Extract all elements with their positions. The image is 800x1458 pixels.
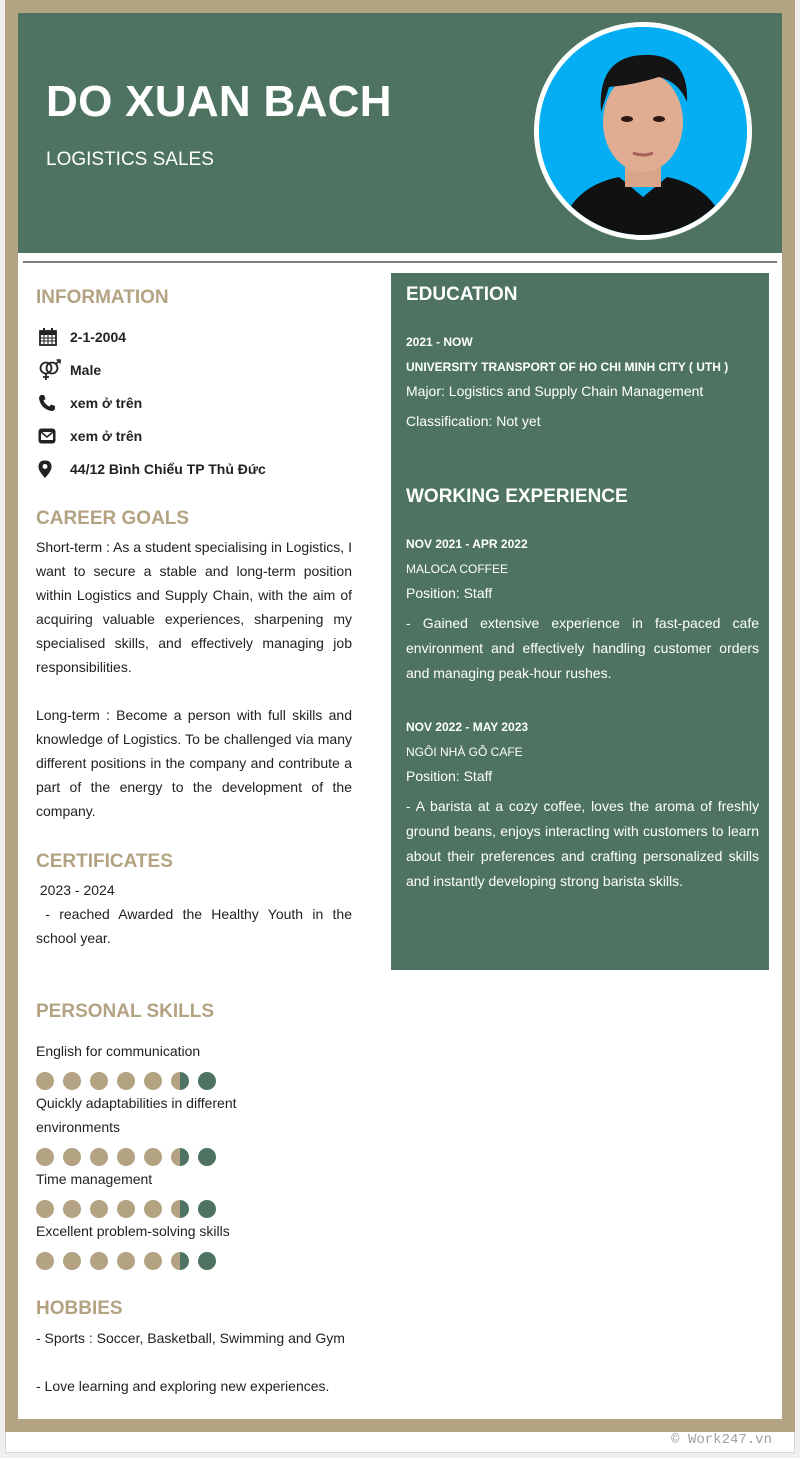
job-position: Position: Staff <box>406 768 493 784</box>
rating-dot-filled <box>144 1252 162 1270</box>
location-icon <box>36 460 70 478</box>
cv-header <box>18 13 782 253</box>
skill-label: Time management <box>36 1171 153 1187</box>
info-phone <box>36 392 142 414</box>
candidate-role: LOGISTICS SALES <box>46 149 214 170</box>
rating-dot-filled <box>63 1200 81 1218</box>
rating-dot-half <box>171 1072 189 1090</box>
job-company: NGÔI NHÀ GỖ CAFE <box>406 745 523 759</box>
skill-rating <box>36 1148 216 1166</box>
education-classification: Classification: Not yet <box>406 413 541 429</box>
rating-dot-empty <box>198 1252 216 1270</box>
rating-dot-filled <box>36 1072 54 1090</box>
email-value: xem ở trên <box>70 428 143 444</box>
certificate-description: - reached Awarded the Healthy Youth in the school year. <box>36 906 356 946</box>
job-position: Position: Staff <box>406 585 493 601</box>
job-period: NOV 2022 - MAY 2023 <box>406 720 529 734</box>
info-birthdate <box>36 326 126 348</box>
career-goals-title: CAREER GOALS <box>36 508 190 529</box>
rating-dot-empty <box>198 1148 216 1166</box>
rating-dot-filled <box>36 1148 54 1166</box>
skill-label: Quickly adaptabilities in different environments <box>36 1095 237 1135</box>
birthdate-value: 2-1-2004 <box>70 329 127 345</box>
candidate-name: DO XUAN BACH <box>46 77 392 126</box>
rating-dot-filled <box>63 1072 81 1090</box>
rating-dot-filled <box>144 1148 162 1166</box>
gender-value: Male <box>70 362 102 378</box>
certificates-title: CERTIFICATES <box>36 851 173 872</box>
rating-dot-filled <box>63 1252 81 1270</box>
career-goal-short-term: Short-term : As a student specialising in Logistics, I want to secure a stable and long-term position within Logistics and Supply Chain, with the aim of acquiring valuable experiences, sharpening my specialised skills, and effectively managing job responsibilities. <box>36 539 352 675</box>
skill-label: English for communication <box>36 1043 201 1059</box>
education-school: UNIVERSITY TRANSPORT OF HO CHI MINH CITY ( UTH ) <box>406 360 729 374</box>
header-divider <box>23 261 777 263</box>
rating-dot-empty <box>198 1200 216 1218</box>
address-value: 44/12 Bình Chiểu TP Thủ Đức <box>70 461 266 477</box>
experience-title: WORKING EXPERIENCE <box>406 486 628 507</box>
rating-dot-filled <box>36 1252 54 1270</box>
rating-dot-filled <box>90 1148 108 1166</box>
rating-dot-half <box>171 1148 189 1166</box>
education-period: 2021 - NOW <box>406 335 473 349</box>
certificate-year: 2023 - 2024 <box>36 882 115 898</box>
job-period: NOV 2021 - APR 2022 <box>406 537 528 551</box>
skill-label: Excellent problem-solving skills <box>36 1223 230 1239</box>
skill-rating <box>36 1200 216 1218</box>
rating-dot-half <box>171 1200 189 1218</box>
watermark: © Work247.vn <box>671 1432 772 1448</box>
phone-icon <box>36 394 70 412</box>
person-photo-icon <box>539 27 747 235</box>
rating-dot-filled <box>63 1148 81 1166</box>
rating-dot-empty <box>198 1072 216 1090</box>
skill-rating <box>36 1072 216 1090</box>
rating-dot-filled <box>90 1072 108 1090</box>
rating-dot-half <box>171 1252 189 1270</box>
rating-dot-filled <box>90 1200 108 1218</box>
rating-dot-filled <box>117 1252 135 1270</box>
job-company: MALOCA COFFEE <box>406 562 509 576</box>
cv-document <box>18 13 782 1419</box>
personal-skills-title: PERSONAL SKILLS <box>36 1001 215 1022</box>
rating-dot-filled <box>117 1200 135 1218</box>
profile-photo <box>539 27 747 235</box>
info-gender <box>36 359 101 381</box>
rating-dot-filled <box>36 1200 54 1218</box>
info-address <box>36 458 266 480</box>
rating-dot-filled <box>117 1072 135 1090</box>
rating-dot-filled <box>144 1072 162 1090</box>
hobby-item: - Sports : Soccer, Basketball, Swimming and Gym <box>36 1330 345 1346</box>
right-column <box>391 273 769 970</box>
gender-icon <box>36 359 70 381</box>
hobbies-title: HOBBIES <box>36 1298 123 1319</box>
education-title: EDUCATION <box>406 284 518 305</box>
hobby-item: - Love learning and exploring new experiences. <box>36 1378 330 1394</box>
avatar <box>534 22 752 240</box>
calendar-icon <box>36 327 70 347</box>
education-major: Major: Logistics and Supply Chain Management <box>406 383 704 399</box>
rating-dot-filled <box>117 1148 135 1166</box>
rating-dot-filled <box>90 1252 108 1270</box>
rating-dot-filled <box>144 1200 162 1218</box>
skill-rating <box>36 1252 216 1270</box>
info-email <box>36 425 142 447</box>
job-description: - A barista at a cozy coffee, loves the aroma of freshly ground beans, enjoys interacting with customers to learn about their preferences and crafting personalized skills and instantly developing strong barista skills. <box>406 798 759 889</box>
email-icon <box>36 427 70 445</box>
phone-value: xem ở trên <box>70 395 143 411</box>
career-goal-long-term: Long-term : Become a person with full skills and knowledge of Logistics. To be challenged via many different positions in the company and contribute a part of the energy to the development of the company. <box>36 707 352 819</box>
job-description: - Gained extensive experience in fast-paced cafe environment and effectively handling customer orders and managing peak-hour rushes. <box>406 615 759 681</box>
information-title: INFORMATION <box>36 287 169 308</box>
